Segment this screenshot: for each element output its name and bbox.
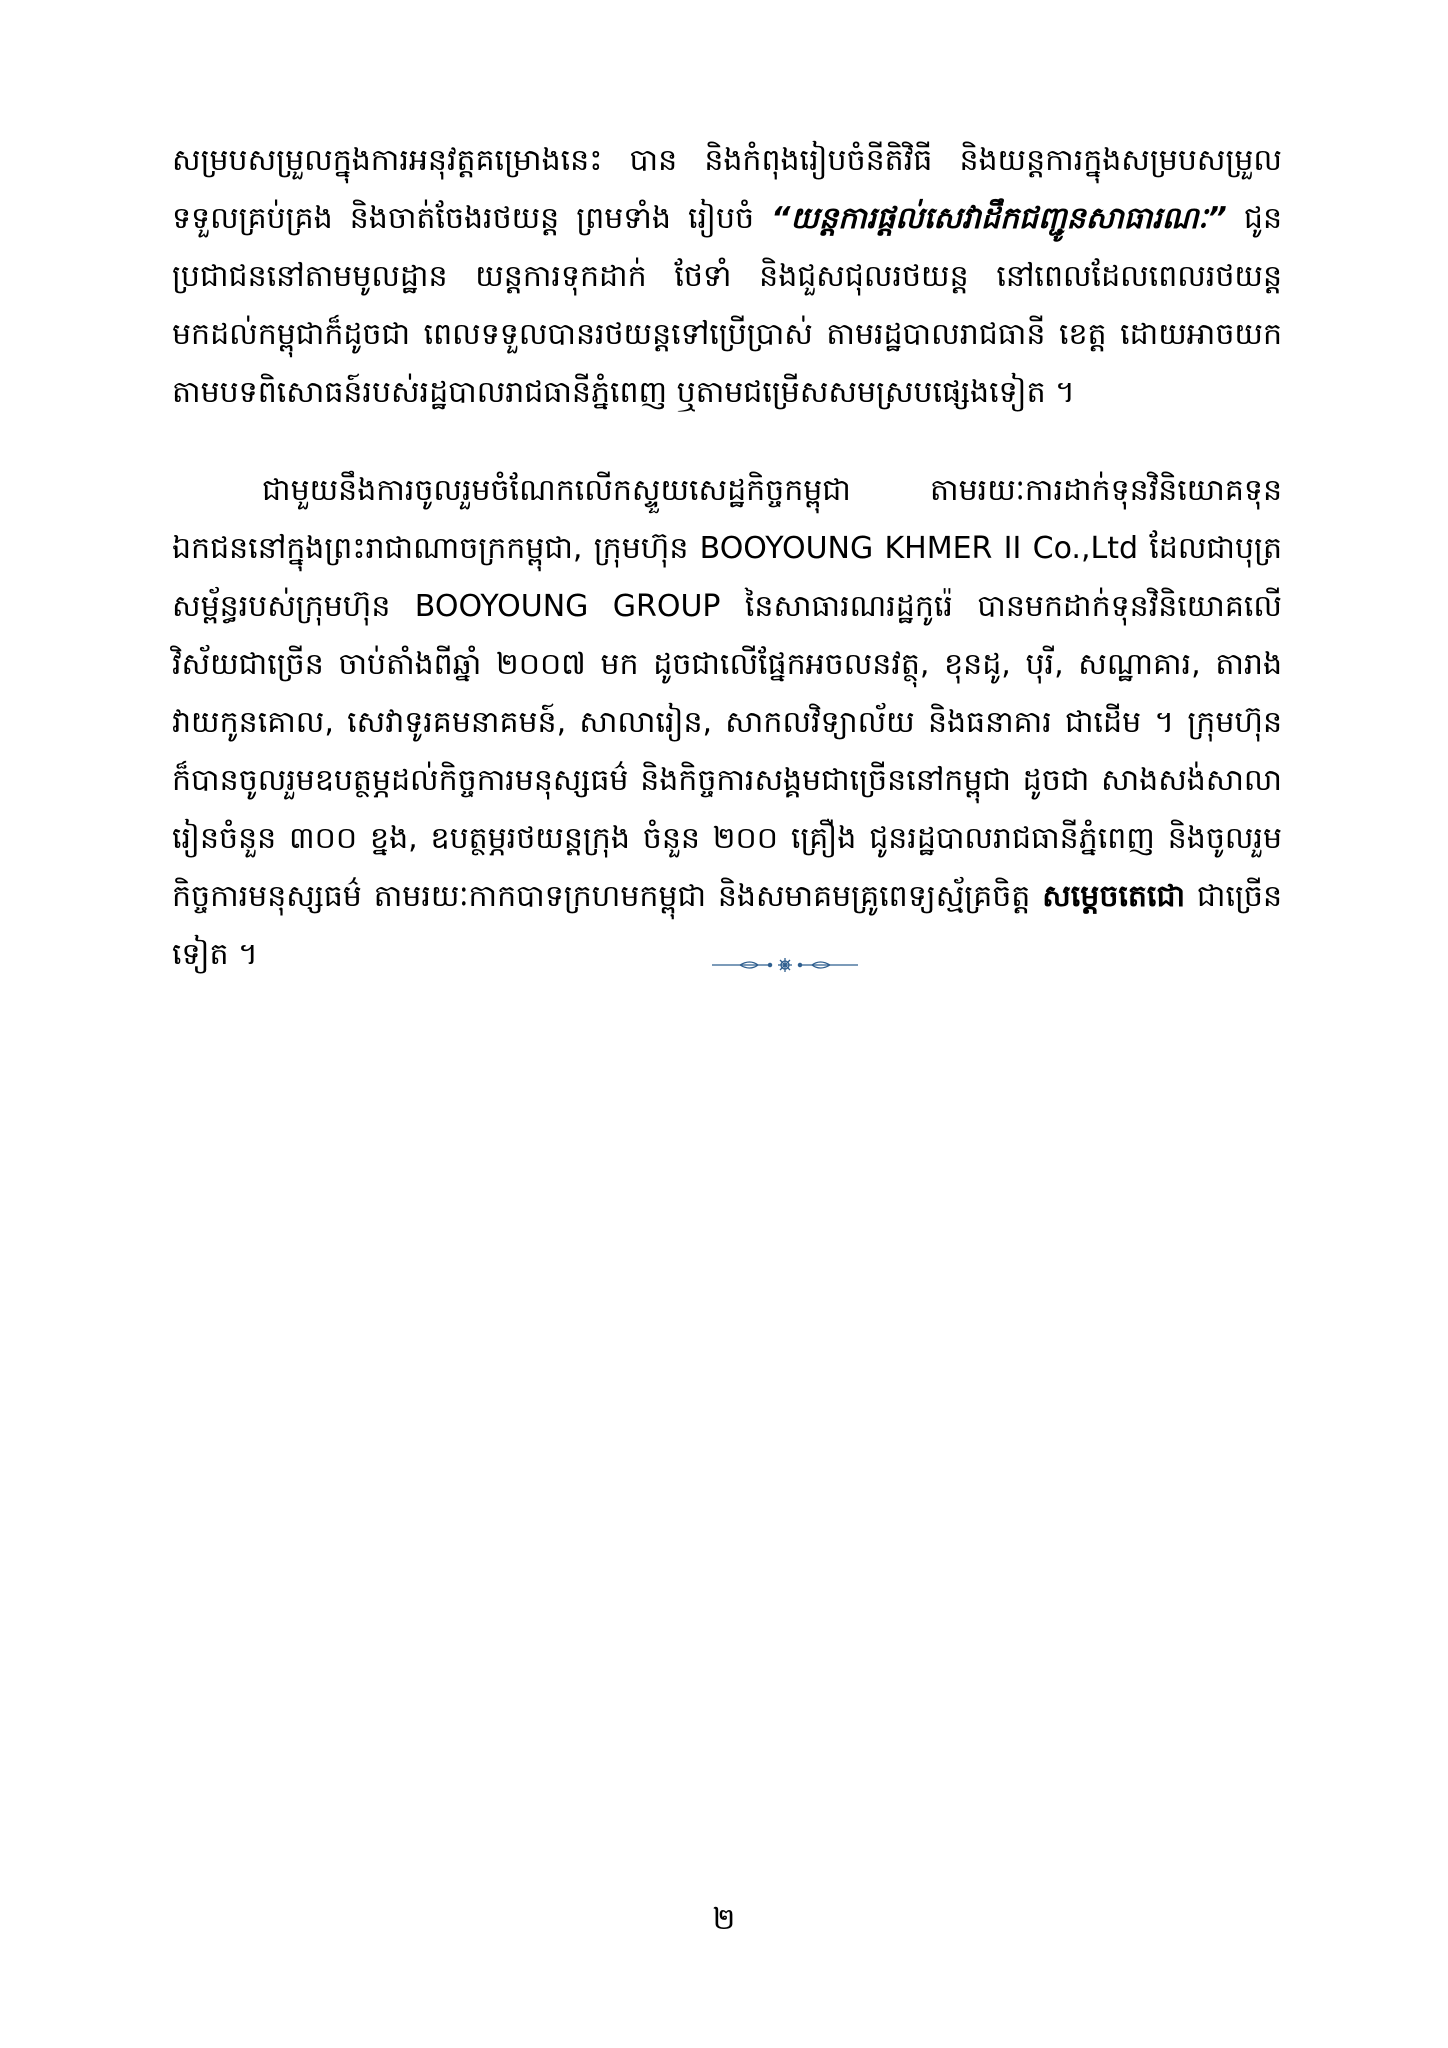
paragraph-2-text-a: ជាមួយនឹងការចូលរួមចំណែកលើកស្ទួយសេដ្ឋកិច្ចកម្ពុជា តាមរយៈការដាក់ទុនវិនិយោគទុនឯកជននៅក្នុងព្រះរាជាណាចក្រកម្ពុជា, ក្រុមហ៊ុន BOOYOUNG KHMER II Co.,Ltd ដែលជាបុត្រសម្ព័ន្ធរបស់ក្រុមហ៊ុន BOOYOUNG GROUP នៃសាធារណរដ្ឋកូរ៉េ បានមកដាក់ទុនវិនិយោគលើវិស័យជាច្រើន ចាប់តាំងពីឆ្នាំ ២០០៧ មក ដូចជាលើផ្នែកអចលនវត្ថុ, ខុនដូ, បុរី, សណ្ឋាគារ, តារាងវាយកូនគោល, សេវាទូរគមនាគមន៍, សាលារៀន, សាកលវិទ្យាល័យ និងធនាគារ ជាដើម ។ ក្រុមហ៊ុន ក៏បានចូលរួមឧបត្ថម្ភដល់កិច្ចការមនុស្សធម៌ និងកិច្ចការសង្គមជាច្រើននៅកម្ពុជា ដូចជា សាងសង់សាលារៀនចំនួន ៣០០ ខ្នង, ឧបត្ថម្ភរថយន្តក្រុង ចំនួន ២០០ គ្រឿង ជូនរដ្ឋបាលរាជធានីភ្នំពេញ និងចូលរួមកិច្ចការមនុស្សធម៌ តាមរយៈកាកបាទក្រហមកម្ពុជា និងសមាគមគ្រូពេទ្យស្ម័គ្រចិត្ត <box>172 473 1282 914</box>
page-number: ២ <box>712 1902 736 1937</box>
section-divider-ornament <box>710 955 860 975</box>
paragraph-1 <box>172 132 1282 422</box>
paragraph-1-text-b: ជូនប្រជាជននៅតាមមូលដ្ឋាន យន្តការទុកដាក់ ថែទាំ និងជួសជុលរថយន្ត នៅពេលដែលពេលរថយន្តមកដល់កម្ពុជាក៏ដូចជា ពេលទទួលបានរថយន្តទៅប្រើប្រាស់ តាមរដ្ឋបាលរាជធានី ខេត្ត ដោយអាចយកតាមបទពិសោធន៍របស់រដ្ឋបាលរាជធានីភ្នំពេញ ឬតាមជម្រើសសមស្របផ្សេងទៀត ។ <box>172 201 1283 410</box>
paragraph-2 <box>172 462 1282 984</box>
paragraph-1-text-a: សម្របសម្រួលក្នុងការអនុវត្តគម្រោងនេះ បាន និងកំពុងរៀបចំនីតិវិធី និងយន្តការក្នុងសម្របសម្រួល ទទួលគ្រប់គ្រង និងចាត់ចែងរថយន្ត ព្រមទាំង រៀបចំ <box>172 143 1282 236</box>
paragraph-1-emphasis: “យន្តការផ្តល់សេវាដឹកជញ្ជូនសាធារណៈ” <box>771 201 1227 236</box>
paragraph-2-bold: សម្តេចតេជោ <box>1042 879 1186 914</box>
paragraph-2-text-b: ជាច្រើនទៀត ។ <box>172 879 1282 972</box>
